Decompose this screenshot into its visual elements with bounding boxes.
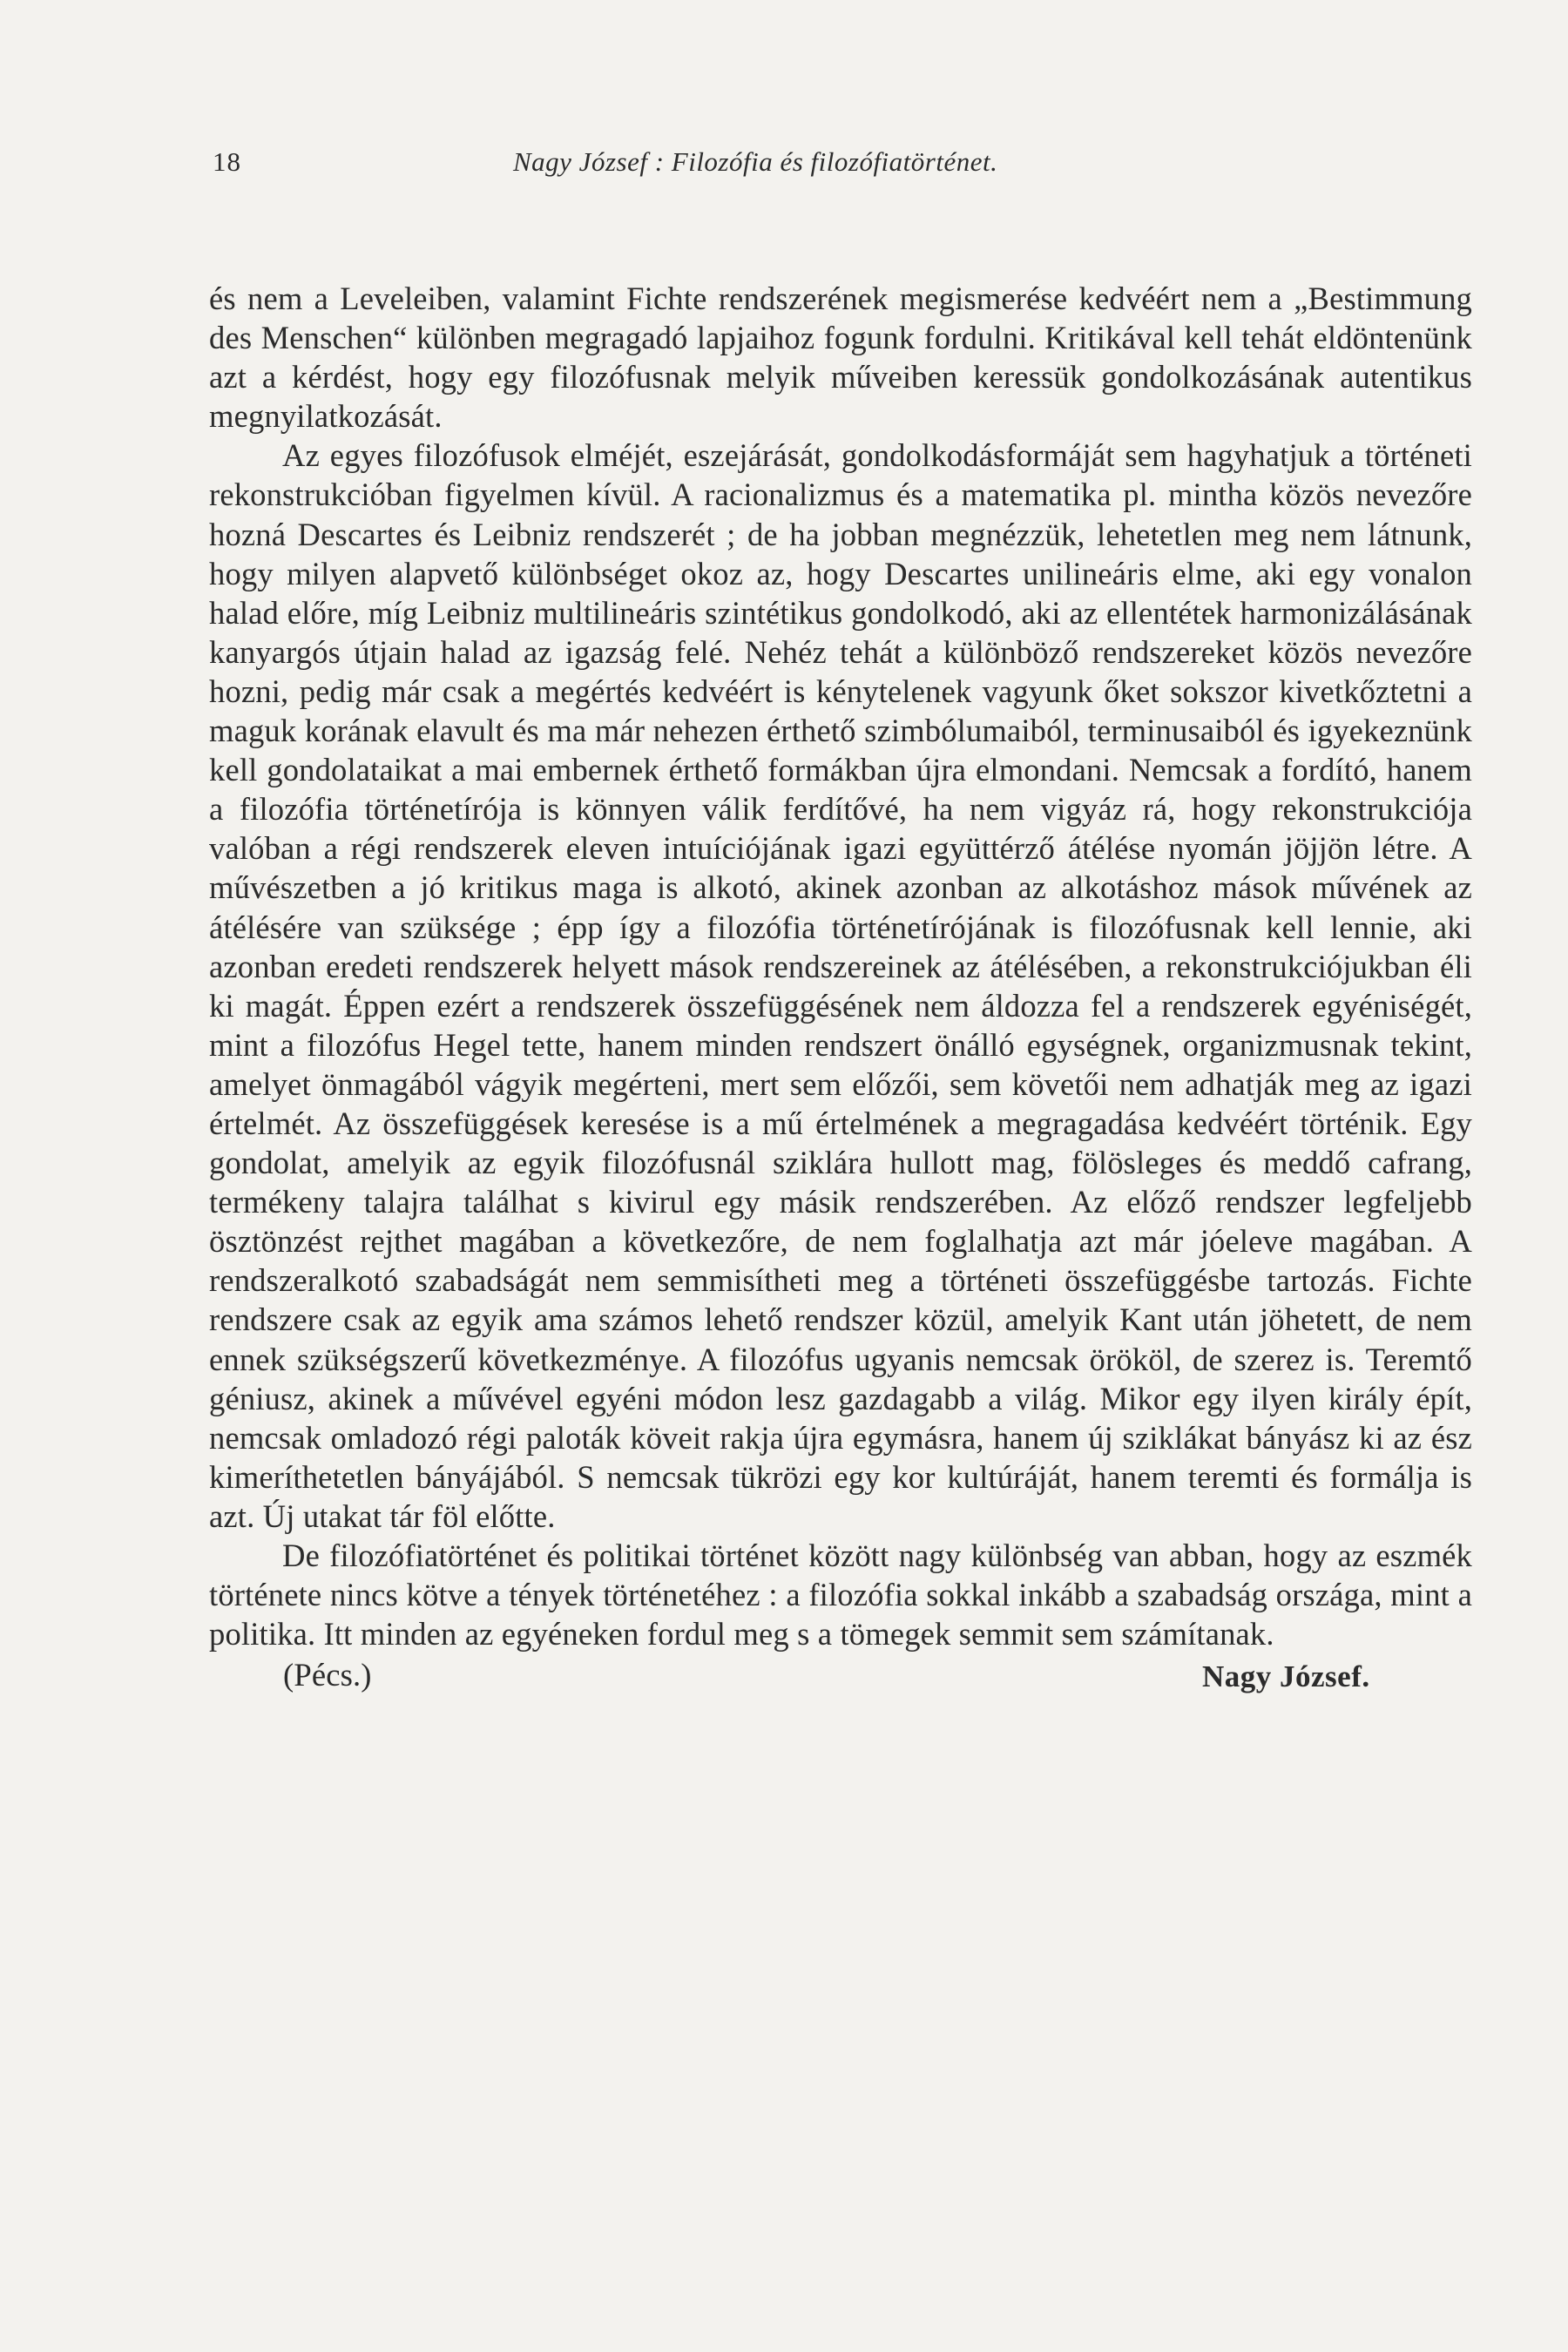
paragraph: Az egyes filozófusok elméjét, eszejárását, gondolkodásformáját sem hagyhatjuk a történeti rekonstrukcióban figyelmen kívül. A racionalizmus és a matematika pl. mintha közös nevezőre hozná Descartes és Leibniz rendszerét ; de ha jobban megnézzük, lehetetlen meg nem látnunk, hogy milyen alapvető különbséget okoz az, hogy Descartes unilineáris elme, aki egy vonalon halad előre, míg Leibniz multilineáris szintétikus gondolkodó, aki az ellentétek harmonizálásának kanyargós útjain halad az igazság felé. Nehéz tehát a különböző rendszereket közös nevezőre hozni, pedig már csak a megértés kedvéért is kénytelenek vagyunk őket sokszor kivetkőztetni a maguk korának elavult és ma már nehezen érthető szimbólumaiból, terminusaiból és igyekeznünk kell gondolataikat a mai embernek érthető formákban újra elmondani. Nemcsak a fordító, hanem a filozófia történetírója is könnyen válik ferdítővé, ha nem vigyáz rá, hogy rekonstrukciója valóban a régi rendszerek eleven intuíciójának igazi együttérző átélése nyomán jöjjön létre. A művészetben a jó kritikus maga is alkotó, akinek azonban az alkotáshoz mások művének az átélésére van szüksége ; épp így a filozófia történetírójának is filozófusnak kell lennie, aki azonban eredeti rendszerek helyett mások rendszereinek az átélésében, a rekonstrukciójukban éli ki magát. Éppen ezért a rendszerek összefüggésének nem áldozza fel a rendszerek egyéniségét, mint a filozófus Hegel tette, hanem minden rendszert önálló egységnek, organizmusnak tekint, amelyet önmagából vágyik megérteni, mert sem előzői, sem követői nem adhatják meg az igazi értelmét. Az összefüggések keresése is a mű értelmének a megragadása kedvéért történik. Egy gondolat, amelyik az egyik filozófusnál sziklára hullott mag, fölösleges és meddő cafrang, termékeny talajra találhat s kivirul egy másik rendszerében. Az előző rendszer legfeljebb ösztönzést rejthet magában a következőre, de nem foglalhatja azt már jóeleve magában. A rendszeralkotó szabadságát nem semmisítheti meg a történeti összefüggésbe tartozás. Fichte rendszere csak az egyik ama számos lehető rendszer közül, amelyik Kant után jöhetett, de nem ennek szükségszerű következménye. A filozófus ugyanis nemcsak örököl, de szerez is. Teremtő géniusz, akinek a művével egyéni módon lesz gazdagabb a világ. Mikor egy ilyen király épít, nemcsak omladozó régi paloták köveit rakja újra egymásra, hanem új sziklákat bányász ki az ész kimeríthetetlen bányájából. S nemcsak tükrözi egy kor kultúráját, hanem teremti és formálja is azt. Új utakat tár föl előtte.: [209, 437, 1472, 1534]
paragraph: De filozófiatörténet és politikai történet között nagy különbség van abban, hogy az eszmék története nincs kötve a tények történetéhez : a filozófia sokkal inkább a szabadság országa, mint a politika. Itt minden az egyéneken fordul meg s a tömegek semmit sem számítanak.: [209, 1538, 1472, 1652]
author-signature: Nagy József.: [1202, 1659, 1370, 1694]
running-title: Nagy József : Filozófia és filozófiatörténet.: [513, 146, 998, 177]
paragraph: és nem a Leveleiben, valamint Fichte rendszerének megismerése kedvéért nem a „Bestimmung des Menschen“ különben megragadó lapjaihoz fogunk fordulni. Kritikával kell tehát eldöntenünk azt a kérdést, hogy egy filozófusnak melyik műveiben keressük gondolkozásának autentikus megnyilatkozását.: [209, 280, 1472, 435]
page-number: 18: [213, 146, 241, 177]
place-note: (Pécs.): [283, 1657, 372, 1693]
body-text: [209, 279, 1472, 1699]
sign-off: [209, 1655, 1472, 1699]
running-head: [213, 146, 1402, 181]
